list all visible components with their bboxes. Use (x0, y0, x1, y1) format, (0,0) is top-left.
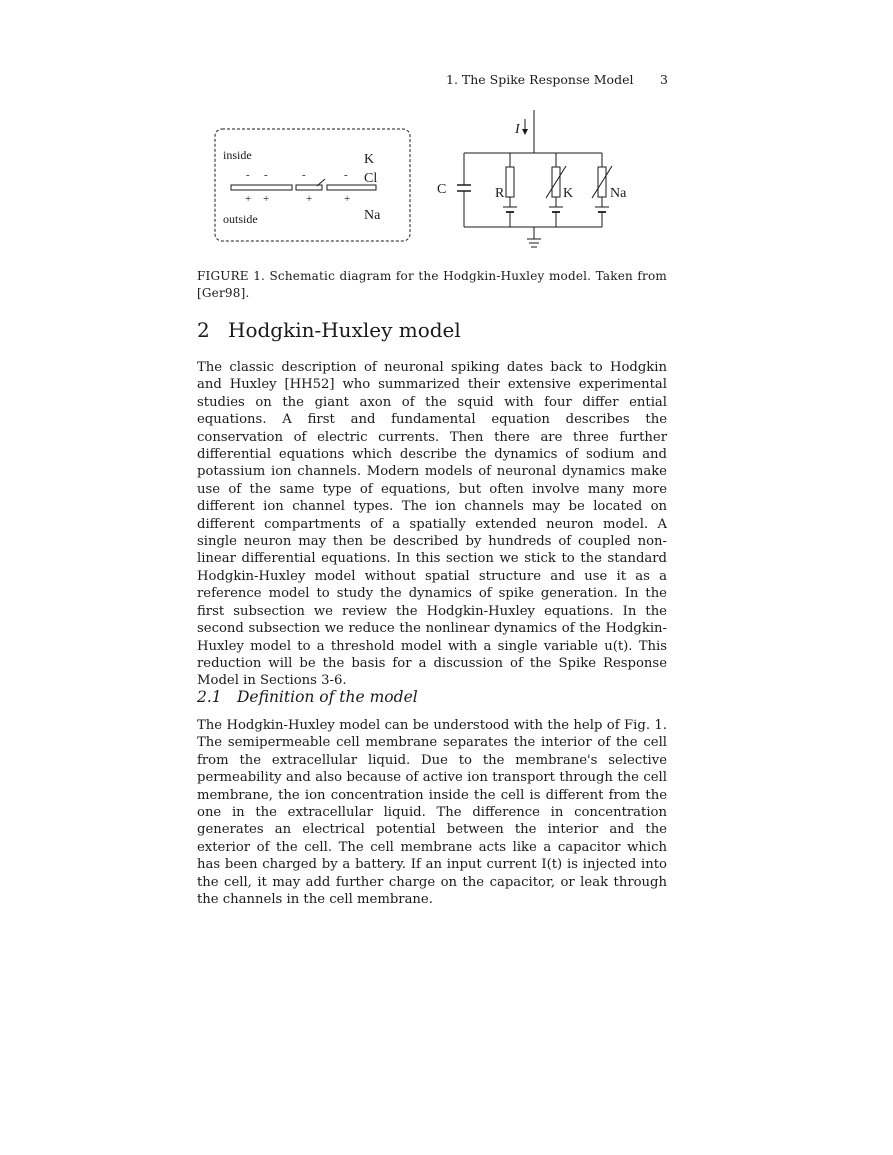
membrane-segment (296, 185, 322, 190)
positive-charge: + (263, 193, 270, 205)
subsection-heading (197, 688, 418, 706)
section-number: 2 (197, 318, 210, 342)
hodgkin-huxley-schematic (210, 110, 670, 250)
page-number: 3 (660, 72, 668, 87)
running-title: 1. The Spike Response Model (446, 72, 634, 87)
current-arrow-icon (522, 119, 528, 135)
inside-label: inside (223, 148, 252, 162)
current-label: I (515, 122, 520, 137)
na-channel-variable-arrow (592, 166, 612, 198)
body-paragraph: The Hodgkin-Huxley model can be understood with the help of Fig. 1. The semipermeable cell membrane separates the interior of the cell from the extracellular liquid. Due to the membrane's selective permeability and also because of active ion transport through the cell membrane, the ion concentration inside the cell is different from the one in the extracellular liquid. The difference in concentration generates an electrical potential between the interior and the exterior of the cell. The cell membrane acts like a capacitor which has been charged by a battery. If an input current I(t) is injected into the cell, it may add further charge on the capacitor, or leak through the channels in the cell membrane. (197, 718, 667, 908)
resistor (506, 167, 514, 197)
subsection-number: 2.1 (197, 688, 222, 706)
running-header (446, 72, 668, 87)
k-channel-label: K (563, 186, 574, 201)
section-title: Hodgkin-Huxley model (228, 318, 461, 342)
figure-caption: FIGURE 1. Schematic diagram for the Hodgkin-Huxley model. Taken from [Ger98]. (197, 269, 667, 300)
positive-charge: + (306, 193, 313, 205)
positive-charge: + (344, 193, 351, 205)
positive-charge: + (245, 193, 252, 205)
subsection-title: Definition of the model (237, 688, 418, 706)
figure-1 (210, 110, 670, 250)
negative-charge: - (246, 169, 250, 181)
negative-charge: - (344, 169, 348, 181)
na-channel-label: Na (610, 186, 627, 201)
outside-label: outside (223, 212, 258, 226)
circuit-diagram (457, 110, 612, 247)
chloride-label: Cl (364, 171, 378, 186)
resistor-label: R (495, 186, 505, 201)
body-paragraph: The classic description of neuronal spiking dates back to Hodgkin and Huxley [HH52] who summarized their extensive experimental studies on the giant axon of the squid with four differ ential equations. A first and fundamental equation describes the conservation of electric currents. Then there are three further differential equations which describe the dynamics of sodium and potassium ion channels. Modern models of neuronal dynamics make use of the same type of equations, but often involve many more different ion channel types. The ion channels may be located on different compartments of a spatially extended neuron model. A single neuron may then be described by hundreds of coupled non-linear differential equations. In this section we stick to the standard Hodgkin-Huxley model without spatial structure and use it as a reference model to study the dynamics of spike generation. In the first subsection we review the Hodgkin-Huxley equations. In the second subsection we reduce the nonlinear dynamics of the Hodgkin-Huxley model to a threshold model with a single variable u(t). This reduction will be the basis for a discussion of the Spike Response Model in Sections 3-6. (197, 360, 667, 689)
negative-charge: - (302, 169, 306, 181)
section-heading (197, 318, 461, 342)
capacitor-label: C (437, 182, 447, 197)
sodium-label: Na (364, 208, 381, 223)
potassium-label: K (364, 152, 375, 167)
negative-charge: - (264, 169, 268, 181)
membrane-segment (231, 185, 292, 190)
